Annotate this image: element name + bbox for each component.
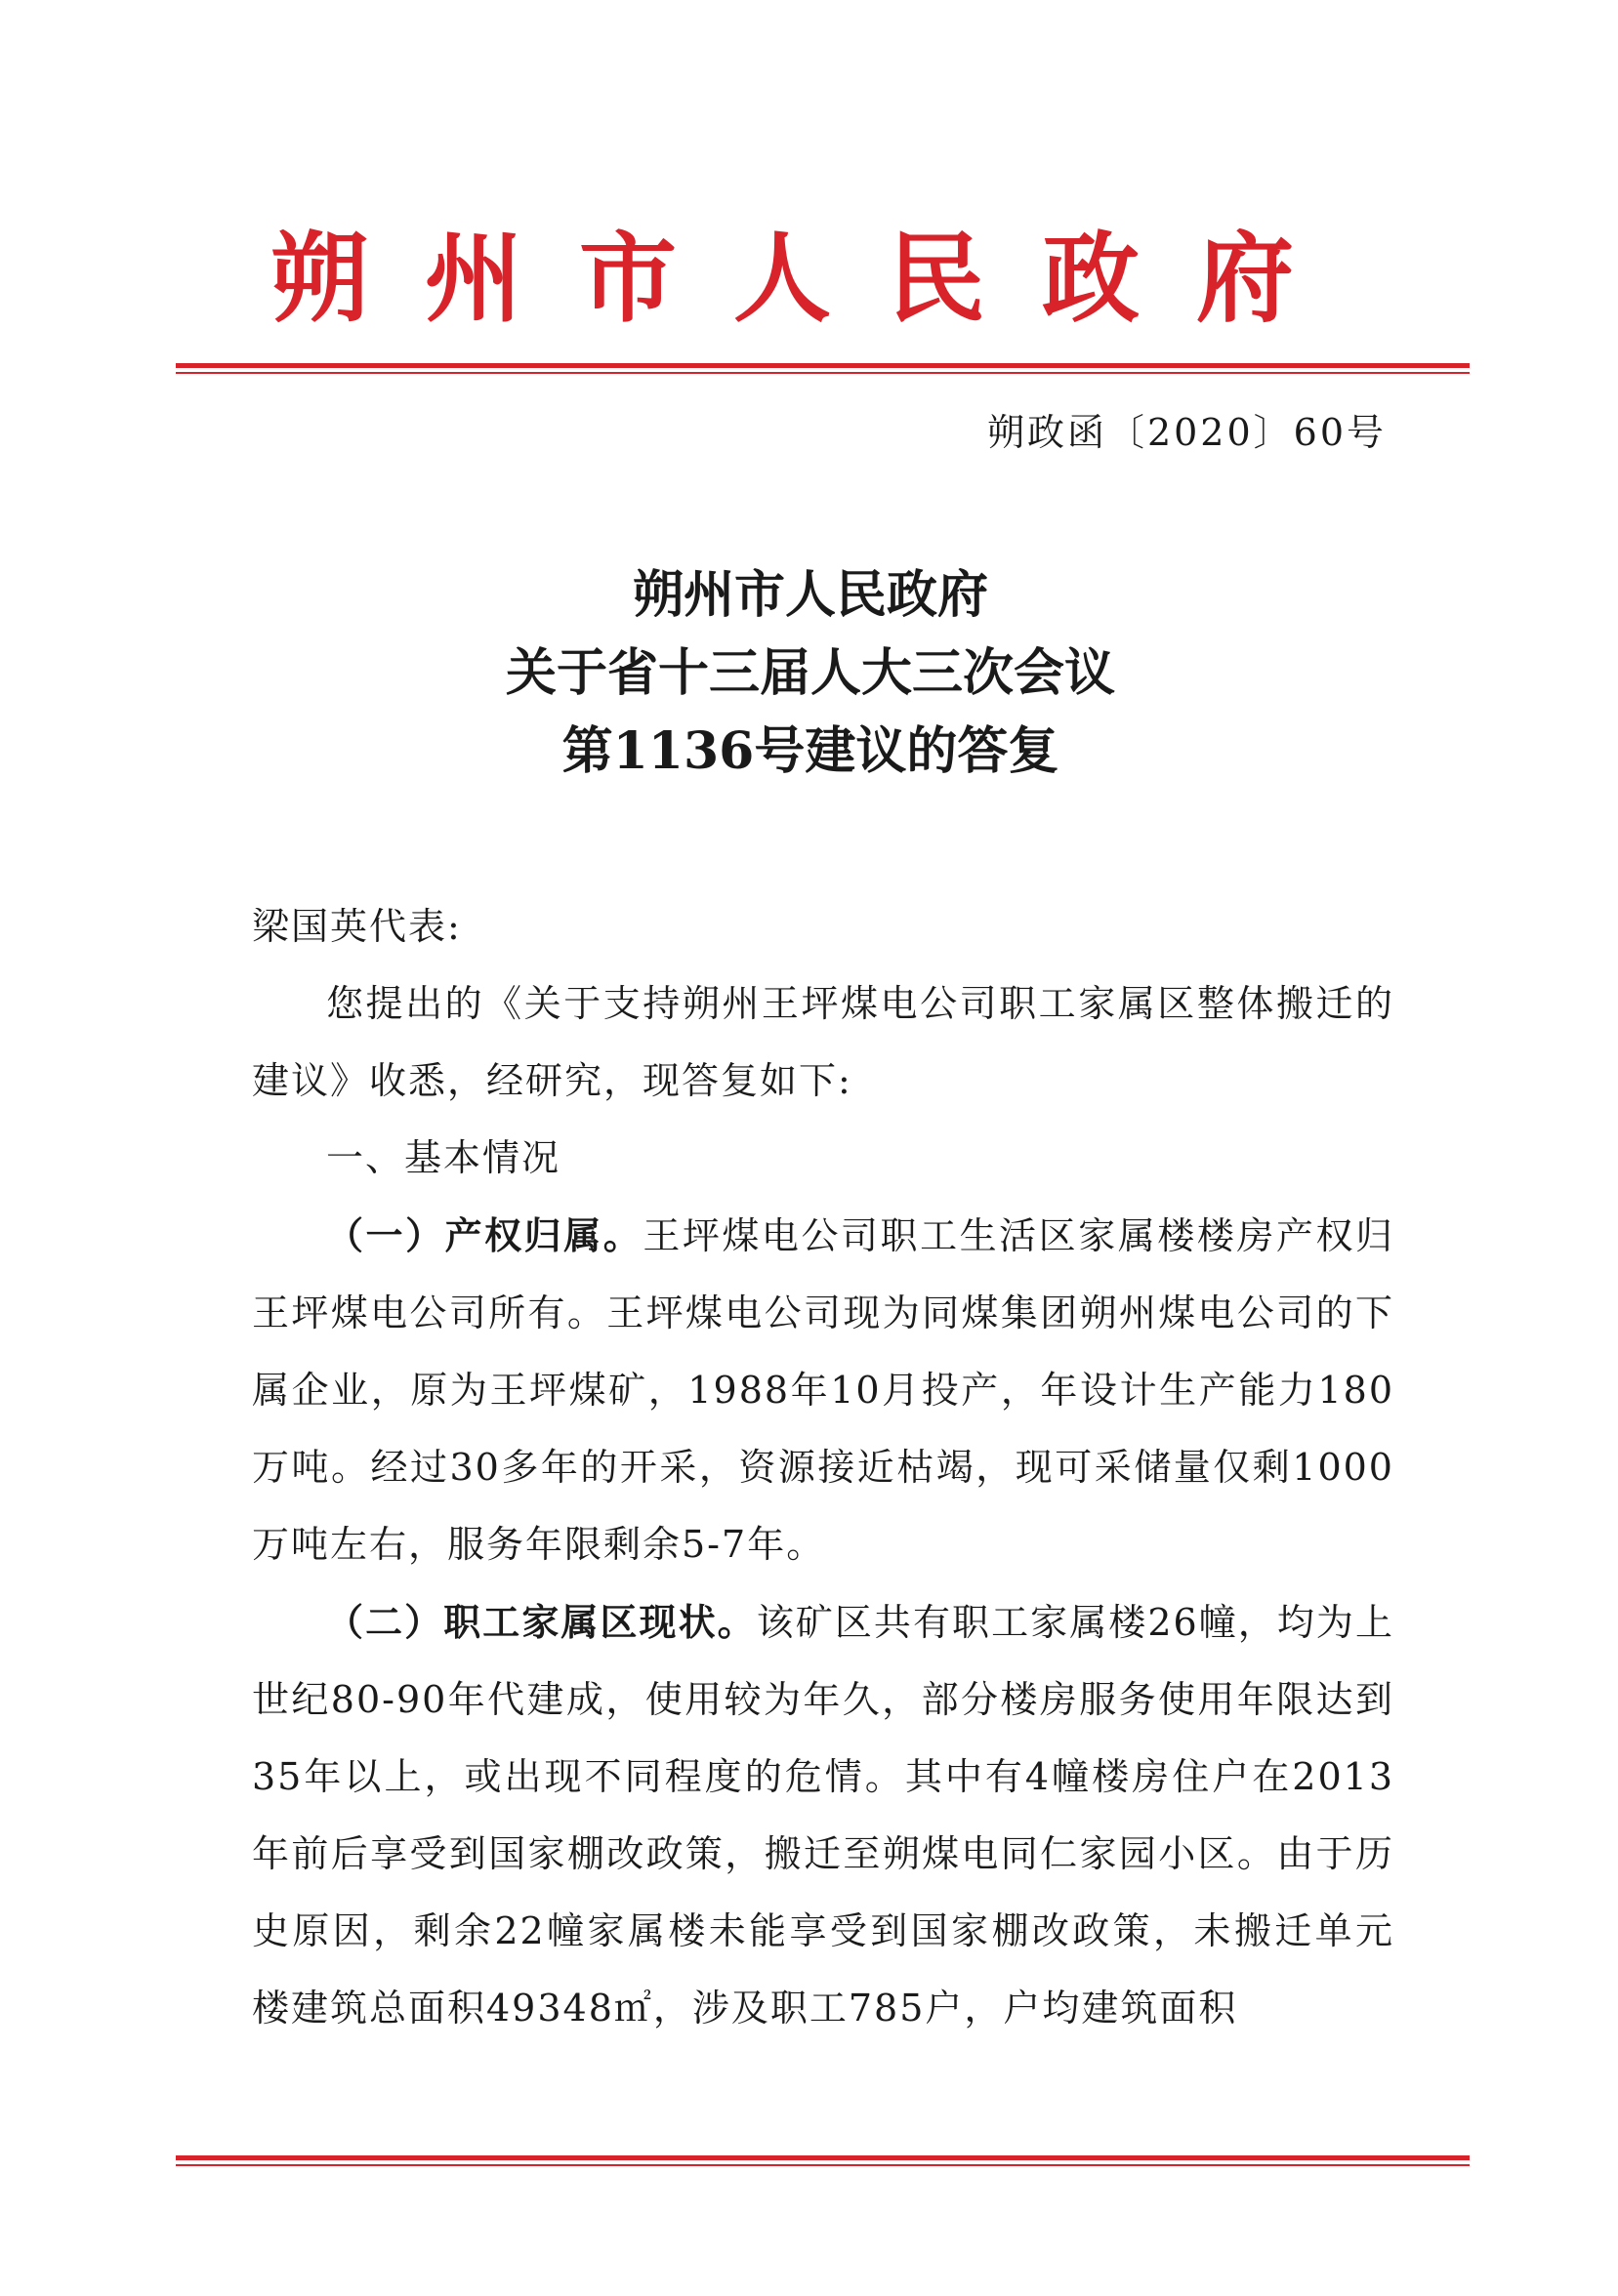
paragraph-property-ownership [252, 1197, 1394, 1583]
document-body [252, 888, 1394, 2047]
document-title [176, 556, 1445, 791]
footer-rule-thick [176, 2155, 1470, 2160]
title-line-3: 第1136号建议的答复 [561, 721, 1059, 781]
item1-text: 王坪煤电公司职工生活区家属楼楼房产权归王坪煤电公司所有。王坪煤电公司现为同煤集团朔州煤电公司的下属企业，原为王坪煤矿，1988年10月投产，年设计生产能力180万吨。经过30多年的开采，资源接近枯竭，现可采储量仅剩1000万吨左右，服务年限剩余5-7年。 [252, 1214, 1394, 1566]
section-heading-basic-situation: 一、基本情况 [326, 1136, 561, 1179]
footer-rule-thin [176, 2164, 1470, 2166]
item2-text: 该矿区共有职工家属楼26幢，均为上世纪80-90年代建成，使用较为年久，部分楼房服务使用年限达到35年以上，或出现不同程度的危情。其中有4幢楼房住户在2013年前后享受到国家棚改政策，搬迁至朔煤电同仁家园小区。由于历史原因，剩余22幢家属楼未能享受到国家棚改政策，未搬迁单元楼建筑总面积49348㎡，涉及职工785户，户均建筑面积 [252, 1601, 1394, 2030]
masthead-rule-thin [176, 372, 1470, 374]
masthead-rule-thick [176, 363, 1470, 368]
document-number: 朔政函〔2020〕60号 [986, 411, 1387, 454]
masthead-title: 朔州市人民政府 [270, 221, 1350, 336]
intro-paragraph: 您提出的《关于支持朔州王坪煤电公司职工家属区整体搬迁的建议》收悉，经研究，现答复如下: [252, 982, 1394, 1102]
salutation: 梁国英代表: [252, 905, 462, 948]
title-line-1: 朔州市人民政府 [632, 565, 988, 625]
item2-label: （二）职工家属区现状。 [326, 1600, 757, 1644]
title-line-2: 关于省十三届人大三次会议 [505, 643, 1115, 703]
item1-label: （一）产权归属。 [326, 1213, 643, 1257]
paragraph-residential-status [252, 1583, 1394, 2047]
